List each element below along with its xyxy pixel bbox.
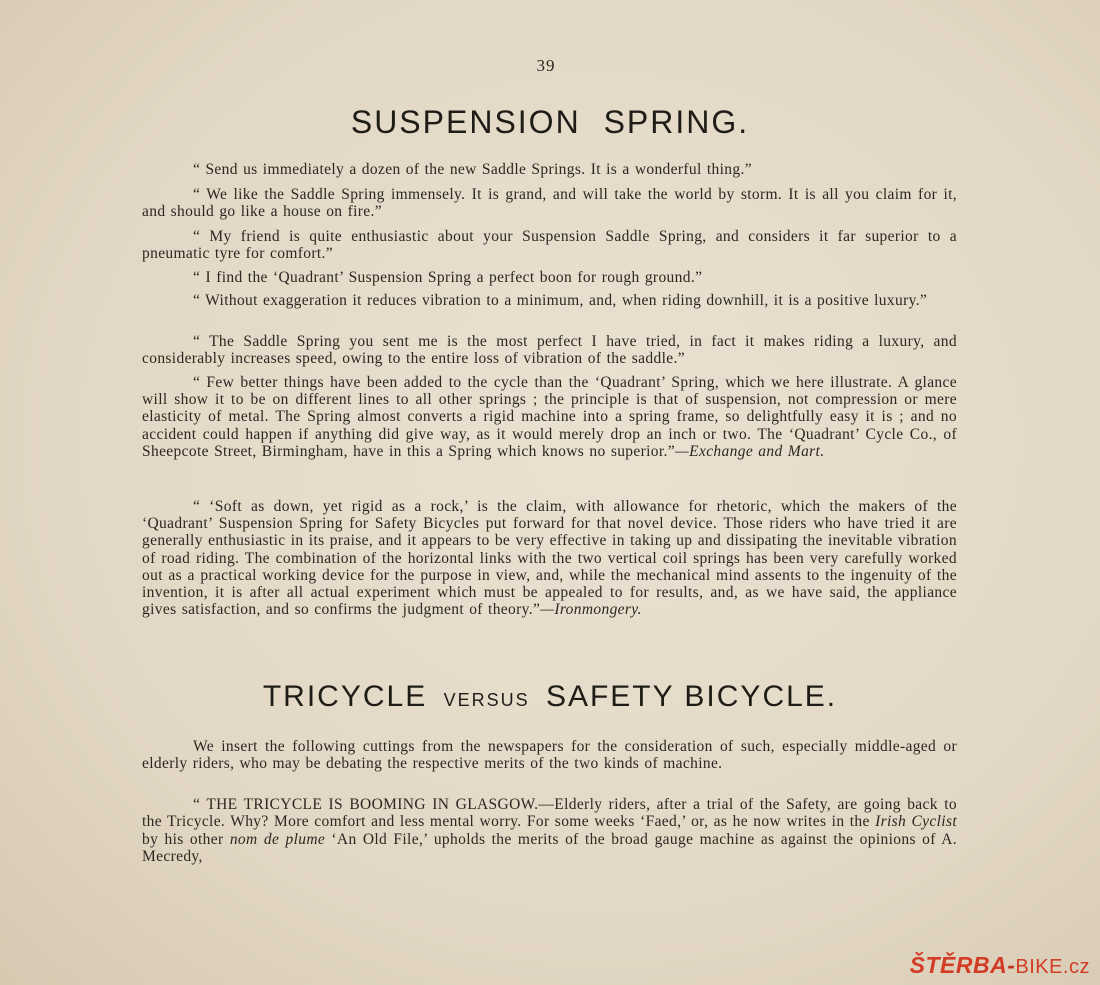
cutting-text-2: by his other — [142, 830, 230, 848]
cutting-italic-nom-de-plume: nom de plume — [229, 830, 326, 848]
heading-versus: VERSUS — [443, 690, 530, 710]
testimonial-1: “ Send us immediately a dozen of the new Saddle Springs. It is a wonderful thing.” — [193, 161, 752, 178]
exchange-quote-source: —Exchange and Mart. — [675, 442, 825, 460]
site-watermark-logo — [910, 952, 1090, 979]
tricycle-intro: We insert the following cuttings from the newspapers for the consideration of such, especially middle-aged or elderly riders, who may be debating the respective merits of the two kinds of machine. — [142, 738, 957, 773]
heading-suspension-spring: SUSPENSION SPRING. — [350, 104, 750, 140]
watermark-suffix: BIKE.cz — [1015, 956, 1090, 978]
testimonial-6: “ The Saddle Spring you sent me is the most perfect I have tried, in fact it makes riding a luxury, and considerably increases speed, owing to the entire loss of vibration of the saddle.” — [142, 333, 957, 368]
heading-safety-bicycle: SAFETY BICYCLE. — [545, 680, 838, 713]
heading-tricycle-versus-safety — [0, 680, 1100, 714]
ironmongery-quote-source: —Ironmongery. — [540, 601, 642, 619]
watermark-brand: ŠTĚRBA — [909, 952, 1008, 978]
testimonial-4: “ I find the ‘Quadrant’ Suspension Spring a perfect boon for rough ground.” — [193, 269, 703, 286]
glasgow-cutting — [142, 796, 957, 866]
testimonial-3: “ My friend is quite enthusiastic about your Suspension Saddle Spring, and considers it far superior to a pneumatic tyre for comfort.” — [142, 228, 957, 263]
ironmongery-quote-text: “ ‘Soft as down, yet rigid as a rock,’ is the claim, with allowance for rhetoric, which the makers of the ‘Quadrant’ Suspension Spring for Safety Bicycles put forward for that novel device. Those riders who have tried it are generally enthusiastic in its praise, and it appears to be very effective in taking up and dissipating the inevitable vibration of road riding. The combination of the horizontal links with the two vertical coil springs has been very carefully worked out as a practical working device for the purpose in view, and, while the mechanical mind assents to the ingenuity of the invention, it is after all actual experiment which must be appealed to for results, and, as we have said, the appliance gives satisfaction, and so confirms the judgment of theory.” — [142, 498, 957, 619]
watermark-dash: - — [1007, 952, 1016, 978]
exchange-quote-text: “ Few better things have been added to the cycle than the ‘Quadrant’ Spring, which we here illustrate. A glance will show it to be on different lines to all other springs ; the principle is that of suspension, not compression or mere elasticity of metal. The Spring almost converts a rigid machine into a spring frame, so delightfully easy it is ; and no accident could happen if anything did give way, as it would merely drop an inch or two. The ‘Quadrant’ Cycle Co., of Sheepcote Street, Birmingham, have in this a Spring which knows no superior.” — [142, 374, 957, 460]
testimonial-5: “ Without exaggeration it reduces vibration to a minimum, and, when riding downhill, it is a positive luxury.” — [193, 292, 928, 309]
page-number: 39 — [536, 56, 556, 75]
exchange-and-mart-quote — [142, 374, 957, 460]
testimonial-2: “ We like the Saddle Spring immensely. It is grand, and will take the world by storm. It is all you claim for it, and should go like a house on fire.” — [142, 186, 957, 221]
cutting-italic-irish-cyclist: Irish Cyclist — [875, 813, 957, 831]
ironmongery-quote — [142, 498, 957, 618]
cutting-text-3: ‘An Old File,’ upholds the merits of the broad gauge machine as against the opinions of A. Mecredy, — [142, 830, 957, 866]
cutting-text-1: “ THE TRICYCLE IS BOOMING IN GLASGOW.—Elderly riders, after a trial of the Safety, are going back to the Tricycle. Why? More comfort and less mental worry. For some weeks ‘Faed,’ or, as he now writes in the — [142, 796, 957, 831]
heading-tricycle: TRICYCLE — [262, 680, 428, 713]
